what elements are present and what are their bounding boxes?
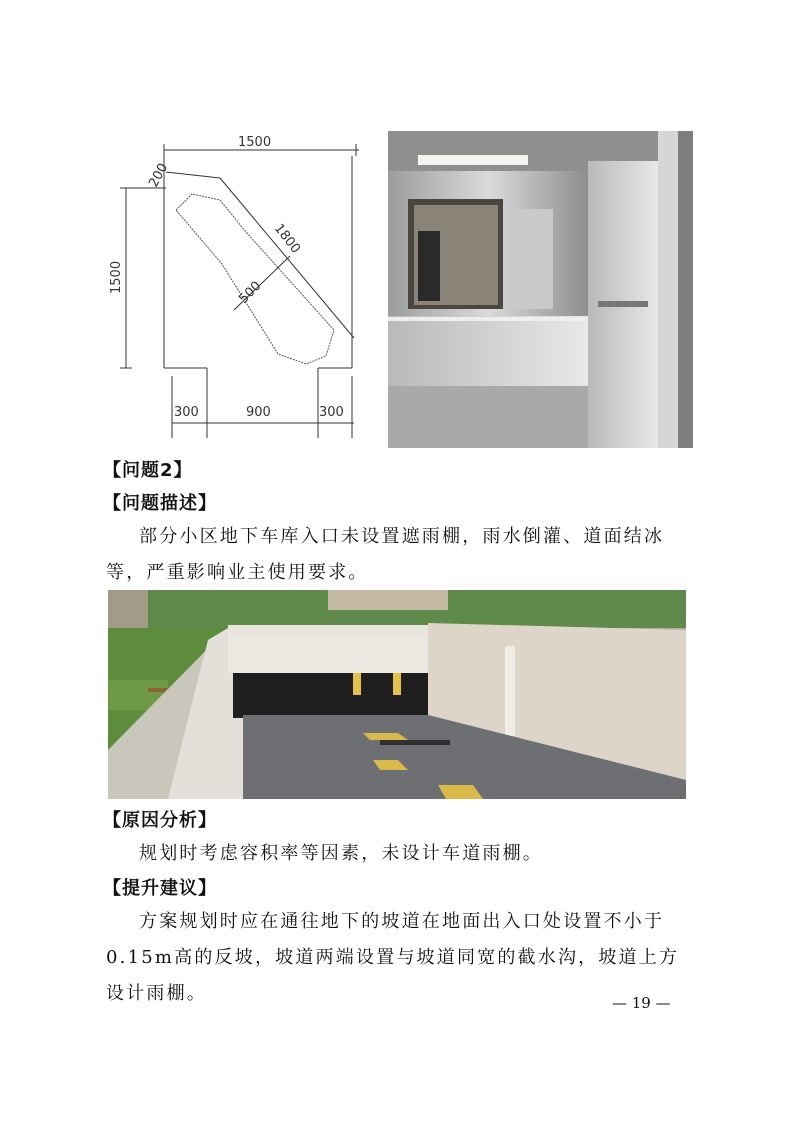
dim-bottom-right: 300: [319, 405, 344, 420]
dim-inner: 500: [236, 278, 265, 307]
garage-entrance-photo: [108, 590, 686, 799]
problem-label: 【问题2】: [103, 460, 193, 481]
cause-text: 规划时考虑容积率等因素，未设计车道雨棚。: [139, 843, 543, 864]
dim-left: 1500: [109, 260, 124, 294]
description-text: 部分小区地下车库入口未设置遮雨棚，雨水倒灌、道面结冰等，严重影响业主使用要求。: [106, 526, 665, 583]
dim-corner: 200: [146, 160, 172, 190]
dim-bottom-mid: 900: [246, 405, 271, 420]
dim-bottom-left: 300: [174, 405, 199, 420]
dim-diag: 1800: [270, 221, 304, 257]
elevator-interior-photo: [388, 131, 693, 448]
elevator-floor-plan-diagram: [104, 128, 374, 448]
description-heading: 【问题描述】: [103, 493, 217, 514]
cause-heading: 【原因分析】: [103, 810, 217, 831]
advice-heading: 【提升建议】: [103, 878, 217, 899]
advice-text: 方案规划时应在通往地下的坡道在地面出入口处设置不小于0.15m高的反坡，坡道两端设置与坡道同宽的截水沟，坡道上方设计雨棚。: [106, 911, 680, 1004]
page-number: — 19 —: [612, 994, 671, 1012]
dim-top: 1500: [238, 135, 272, 150]
